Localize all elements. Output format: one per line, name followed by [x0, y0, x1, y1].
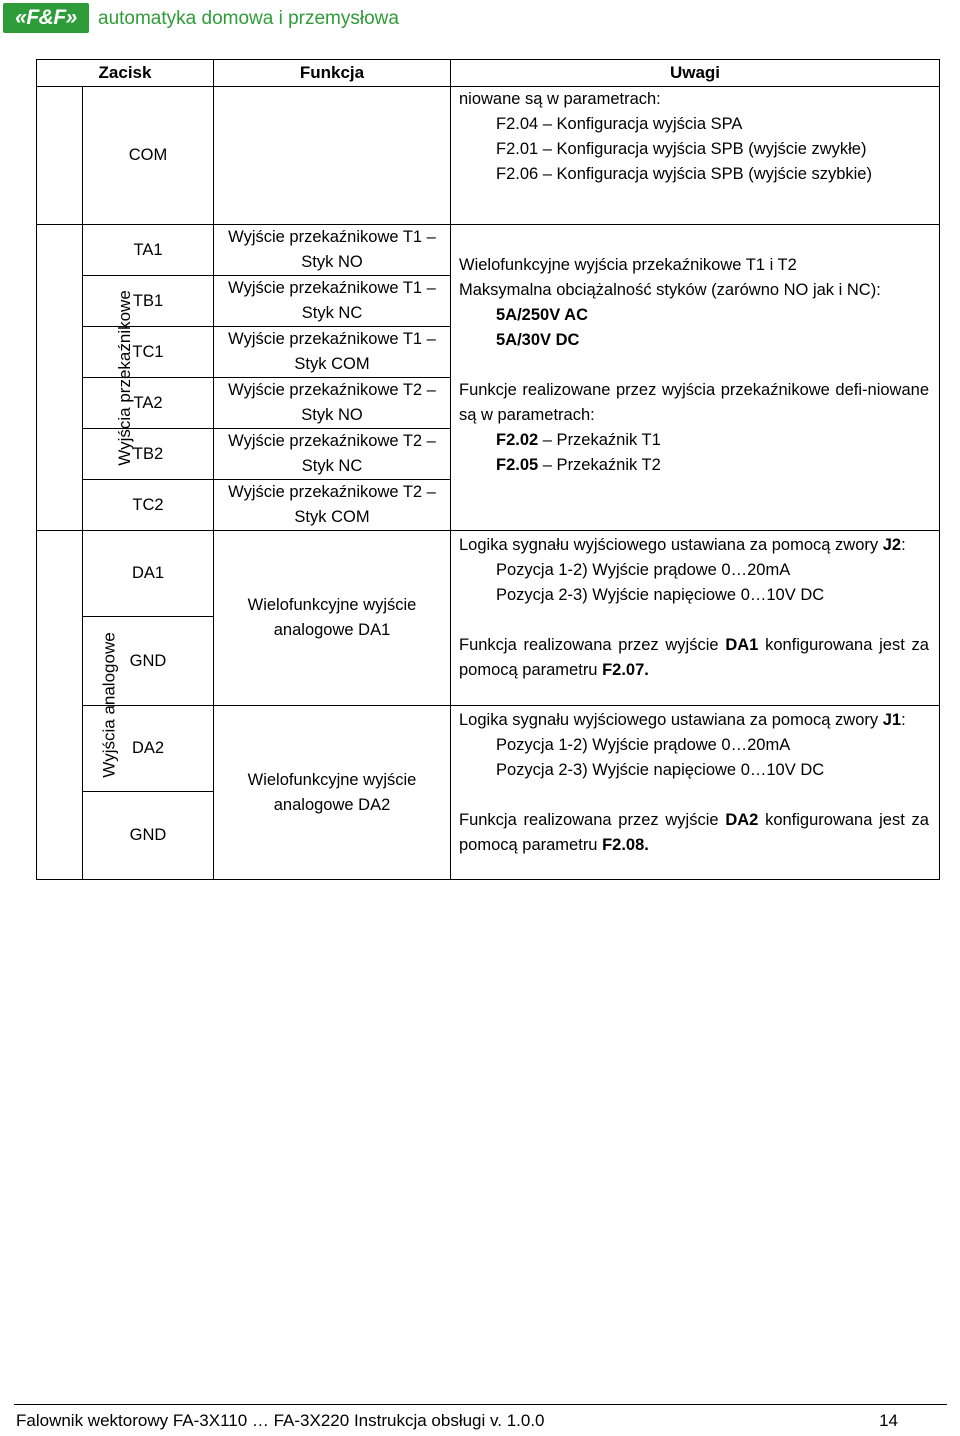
- header-zacisk: Zacisk: [37, 60, 214, 87]
- relay-group-label: Wyjścia przekaźnikowe: [37, 225, 83, 531]
- terminal-ta1: TA1: [83, 225, 214, 276]
- terminal-tc2: TC2: [83, 480, 214, 531]
- terminal-tb1: TB1: [83, 276, 214, 327]
- header-funkcja: Funkcja: [214, 60, 451, 87]
- function-ta1: Wyjście przekaźnikowe T1 – Styk NO: [214, 225, 451, 276]
- analog-group-label: Wyjścia analogowe: [37, 531, 83, 880]
- function-da2: Wielofunkcyjne wyjście analogowe DA2: [214, 706, 451, 880]
- function-tc2: Wyjście przekaźnikowe T2 – Styk COM: [214, 480, 451, 531]
- terminal-da1: DA1: [83, 531, 214, 617]
- table-header-row: [37, 60, 940, 87]
- terminal-ta2: TA2: [83, 378, 214, 429]
- terminal-tc1: TC1: [83, 327, 214, 378]
- header-uwagi: Uwagi: [451, 60, 940, 87]
- terminal-da2: DA2: [83, 706, 214, 792]
- footer-divider: [14, 1404, 947, 1405]
- brand-tagline: automatyka domowa i przemysłowa: [98, 8, 399, 29]
- footer-title: Falownik wektorowy FA-3X110 … FA-3X220 Instrukcja obsługi v. 1.0.0: [16, 1411, 545, 1430]
- table-row: [37, 531, 940, 617]
- brand-logo: «F&F»: [3, 3, 89, 33]
- relay-notes: Wielofunkcyjne wyjścia przekaźnikowe T1 i T2 Maksymalna obciążalność styków (zarówno NO jak i NC): 5A/250V AC 5A/30V DC Funkcje realizowane przez wyjścia przekaźnikowe defi-niowane są w parametrach: F2.02 – Przekaźnik T1 F2.05 – Przekaźnik T2: [451, 225, 940, 531]
- table-row: [37, 706, 940, 792]
- da2-notes: Logika sygnału wyjściowego ustawiana za pomocą zwory J1: Pozycja 1-2) Wyjście prądowe 0…20mA Pozycja 2-3) Wyjście napięciowe 0…10V DC Funkcja realizowana przez wyjście DA2 konfigurowana jest za pomocą parametru F2.08.: [451, 706, 940, 880]
- terminal-tb2: TB2: [83, 429, 214, 480]
- terminal-table: [36, 59, 940, 880]
- com-notes: niowane są w parametrach: F2.04 – Konfiguracja wyjścia SPA F2.01 – Konfiguracja wyjścia SPB (wyjście zwykłe) F2.06 – Konfiguracja wyjścia SPB (wyjście szybkie): [451, 87, 940, 225]
- da1-notes: Logika sygnału wyjściowego ustawiana za pomocą zwory J2: Pozycja 1-2) Wyjście prądowe 0…20mA Pozycja 2-3) Wyjście napięciowe 0…10V DC Funkcja realizowana przez wyjście DA1 konfigurowana jest za pomocą parametru F2.07.: [451, 531, 940, 706]
- terminal-gnd-1: GND: [83, 617, 214, 706]
- table-row: [37, 225, 940, 276]
- function-tc1: Wyjście przekaźnikowe T1 – Styk COM: [214, 327, 451, 378]
- function-da1: Wielofunkcyjne wyjście analogowe DA1: [214, 531, 451, 706]
- table-row-com: [37, 87, 940, 225]
- terminal-com: COM: [83, 87, 214, 225]
- page-number: 14: [879, 1411, 898, 1430]
- function-ta2: Wyjście przekaźnikowe T2 – Styk NO: [214, 378, 451, 429]
- function-tb1: Wyjście przekaźnikowe T1 – Styk NC: [214, 276, 451, 327]
- function-tb2: Wyjście przekaźnikowe T2 – Styk NC: [214, 429, 451, 480]
- terminal-gnd-2: GND: [83, 792, 214, 880]
